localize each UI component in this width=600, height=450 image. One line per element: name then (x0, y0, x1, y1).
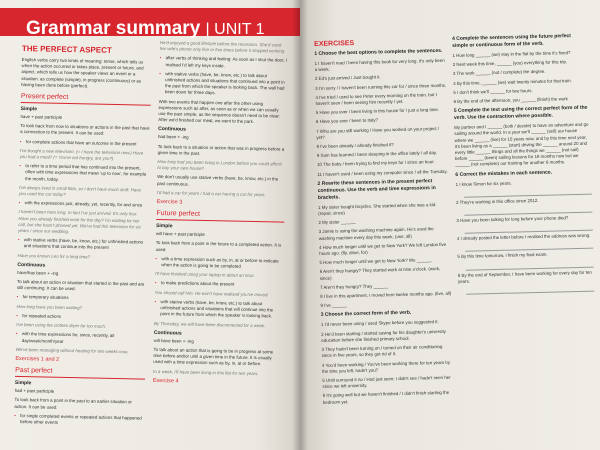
form-text: will have + past participle (155, 231, 205, 238)
right-column-1 (314, 37, 455, 409)
bullet-item: • for single completed events or repeated actions that happened before other events (14, 413, 144, 428)
example-text: How long have you been waiting? (16, 303, 83, 311)
example-text: I'll have finished using your laptop in about an hour. (155, 271, 255, 279)
exercise-item: 4 I already posted the letter before I realised the address was wrong. (456, 232, 591, 242)
right-page (300, 0, 600, 450)
exercise-item: 4 How much longer until we get to New York? We left London five hours ago. (fly, drive, for) (319, 241, 447, 256)
page-title (26, 18, 265, 40)
unit-label: UNIT 1 (214, 21, 265, 38)
exercise-item: 2 They're working in this office since 2012. (456, 197, 539, 205)
exercises-heading: EXERCISES (314, 40, 355, 48)
form-text: will have been + -ing (153, 337, 194, 344)
exercise-item: 5 How much longer until we get to New York? We ______ (319, 257, 432, 266)
bullet-item: • with stative verbs (have, be, know, etc.) for unfinished actions and situations that continue into the present (18, 237, 148, 252)
title-text: Grammar summary (26, 18, 201, 39)
exercise-item: 5 I don't think we'll ______ for two hours. (453, 87, 533, 95)
bullet-item: • for temporary situations (17, 294, 147, 303)
header-banner (0, 8, 300, 39)
question-prompt: 1 Choose the best options to complete the sentences. (314, 47, 443, 57)
subheading-future-perfect: Future perfect (156, 209, 284, 223)
example-text: I've been using the clothes dryer far too much. (16, 322, 107, 329)
exercise-item: 1 How long ______ (we) stay in the flat by the time it's fixed? (452, 50, 571, 58)
question-prompt: 3 Choose the correct form of the verb. (320, 310, 412, 319)
exercise-item: 3 Jamie is using the washing machine again. He's used the washing machine every day this week. (use, all) (318, 226, 434, 241)
exercise-item: 6 By the end of the afternoon, you ______ (finish) the work (453, 96, 568, 104)
label-simple: Simple (156, 223, 173, 230)
exercise-item: 1 I know Simon for six years. (455, 180, 512, 187)
form-text: had been + -ing (157, 134, 189, 141)
bullet-item: • for complete actions that have an outcome in the present (20, 139, 150, 148)
bullet-item: • for repeated actions (16, 313, 146, 322)
example-text: I've always lived in small flats, so I don't have much stuff. Have you used the car today? (18, 184, 142, 197)
form-text: had + past participle (14, 388, 55, 394)
example-text: I've bought a new television. (= I have the television now.) Have you had a meal? (= You're not hungry, are you?) (19, 147, 144, 161)
form-text: have + past participle (20, 114, 63, 120)
exercise-item: 8 I live in this apartment. I moved here twelve months ago. (live, all) (320, 290, 452, 300)
bullet-item: • with a time expression such as by, in, at or before to indicate when the action is going to be completed (155, 256, 283, 271)
exercise-item: 6 It's going well but we haven't finished / I didn't finish starting the bedroom yet. (322, 390, 450, 405)
exercise-item: 8 I've been already / already finished it? (316, 142, 394, 149)
label-simple: Simple (20, 106, 38, 113)
exercise-item: 1 I'd never been using / used Skype before you suggested it. (320, 319, 439, 328)
exercise-item: 3 I'm sorry / I haven't been running this car for / since three months. (315, 82, 447, 91)
bullet-item: • with stative verbs (have, be, know, etc.) to talk about unfinished actions and situations that will continue into the point in the future from which the speaker is looking back. (154, 299, 282, 320)
exercise-item: 4 You'd been working / You've been working there for ten years by the time you left, hadn't you? (321, 359, 451, 374)
exercise-item: 3 Have you been talking for long before your phone died? (456, 215, 569, 223)
example-text: I haven't been here long. In fact I've just arrived. It's only four. Have you already finished work for the day? I'm waiting for her call, but she hasn't phoned yet. We've had this television for six years / since our wedding. (18, 209, 141, 235)
exercise-item: 6 By the end of September, I have been working for every day for ten years. (457, 269, 592, 284)
exercise-item: 5 Have you ever / been living in this house for / just a long time. (315, 107, 440, 116)
rule-text: To look back from a point in the future to a completed action. It is used: (155, 240, 282, 252)
exercise-item: 2 My sister ______ (318, 219, 356, 226)
exercise-item: 7 Aren't they hungry? They ______ (319, 283, 389, 290)
form-text: have/has been + -ing (17, 269, 59, 276)
exercise-item: 6 Have you ever / been to Italy? (315, 117, 379, 125)
question-prompt: 6 Correct the mistakes in each sentence. (455, 169, 553, 178)
bullet-item: • with the expressions just, already, yet, recently, for and since (19, 200, 149, 209)
exercise-item: 10 The baby / been trying to find my keys for / since an hour. (316, 159, 435, 168)
example-text: In a week, I'll have been living in this flat for two years. (153, 368, 259, 376)
question-prompt: 5 Complete the text using the correct perfect form of the verb. Use the contraction where possible. (453, 104, 588, 122)
exercise-item: 9 Sam has learned / been sleeping in the office lately / all day. (316, 150, 438, 159)
bullet-item: • to refer to a time period that has continued into the present, often with time expressions that mean 'up to now', for example the month, today. (19, 163, 149, 184)
example-text: By Thursday, we will have been disconnected for a week. (154, 320, 266, 328)
subheading-past-perfect: Past perfect (15, 366, 145, 380)
example-text: You should call him. He won't have realised you've moved. (154, 289, 269, 298)
answer-line (466, 285, 594, 295)
bullet-item: • after verbs of thinking and feeling: As soon as I shut the door, I realised I'd left my keys inside. (159, 55, 287, 70)
exercise-item: 2 Ed's just arrived / Just bought it. (314, 74, 381, 82)
book-spine-shadow (292, 0, 308, 450)
example-text: We've been managing without heating for two weeks now. (15, 346, 129, 354)
example-text: Have you known Leo for a long time? (17, 252, 91, 260)
subheading-present-perfect: Present perfect (21, 92, 151, 106)
rule-text: To look back from now to situations or actions in the past that have a connection to the present. It can be used: (20, 123, 150, 137)
rule-text: To look back to a situation or action that was in progress before a given time in the past. (157, 143, 285, 156)
exercise-item: 11 I haven't used / been using my computer since / all the Tuesday. (317, 168, 448, 177)
left-column-1 (14, 44, 152, 431)
body-text: With two events that happen one after the other using expressions such as after, as soon as or when we can usually use the past simple, as the sequence doesn't need to be clear: After we'd finished our meal, we went to the park. (158, 98, 281, 125)
bullet-item: • to make predictions about the present (155, 280, 283, 289)
exercise-item: 5 Until surround it no / Had just seen; I didn't see / hadn't seen her since we left university. (322, 374, 451, 390)
exercise-item: 1 I haven't read / been having this book for very long. It's only been a week. (314, 57, 445, 73)
rule-text: To talk about an action or situation that started in the past and are still continuing. It can be used: (16, 279, 145, 292)
right-column-2 (452, 33, 594, 297)
exercise-item: 4 By this time, ______ (we) wait twenty minutes for that train. (453, 77, 572, 86)
exercise-item: 3 They hadn't been turning on / turned on their air conditioning since in five years, so they got rid of it. (321, 344, 443, 359)
question-prompt: 4 Complete the sentences using the future perfect simple or continuous form of the verb. (452, 33, 572, 49)
intro-text: English verbs carry two kinds of meaning: tense, which tells us when the action occurred or takes place, present or future, and aspect, which tells us how the speaker views an event or a situation: as complete (simple), in progress (continuous) or as having been done before (perfect). (21, 56, 144, 89)
title-divider: | (205, 21, 215, 38)
label-simple: Simple (14, 380, 32, 387)
exercise-item: 3 The work ______ (not / complete) the degree. (452, 69, 546, 77)
exercise-item: 9 I've ______ (320, 302, 347, 309)
example-text: I'd had a car for years / had a car having a car for years. (156, 189, 266, 198)
exercise-item: 6 Aren't they hungry? They started work at nine o'clock. (work, since) (319, 266, 441, 281)
bullet-item: • with stative verbs (have, be, know, etc.) to talk about unfinished actions and situations that continued into a point in the past from which the speaker is looking back. The wall had been down for three days. (159, 71, 287, 98)
exercise-link: Exercise 4 (152, 377, 179, 385)
example-text: He'd enjoyed a good lifestyle before the recession. She'd used her wife's phone only five or five times before it stopped working. (159, 40, 286, 54)
exercise-item: 5 By this time tomorrow, I finish my final exam. (457, 252, 548, 260)
rule-text: To look back from a point in the past to an earlier situation or action. It can be used: (14, 397, 132, 410)
left-column-2 (153, 40, 288, 390)
label-continuous: Continuous (158, 126, 186, 133)
exercise-item: 2 He'd been starting / started saving for his daughter's university education before she finished primary school. (321, 328, 446, 343)
example-text: How long had you been living in London before you could afford to buy your own house? (157, 159, 282, 172)
exercise-item: 2 Next week this time, ______ (you) everything for this trip. (452, 59, 568, 68)
section-heading: THE PERFECT ASPECT (21, 44, 112, 55)
exercise-item: 4 I've tried / used to see Peter every morning on the train, but I haven't seen / been seeing him recently / yet. (315, 91, 437, 106)
exercise-item: 7 Who are you still working / Have you worked on your project / yet? (316, 125, 440, 140)
exercise-link: Exercise 3 (156, 199, 183, 206)
exercise-link: Exercises 1 and 2 (15, 355, 60, 363)
body-text: We don't usually use stative verbs (have, be, know, etc.) in the past continuous. (156, 174, 279, 187)
exercise-text: My partner and I ______ (both / decide) to have an adventure and go sailing around the world. In a year we'll ______ (sell) our house where we ______ (live) for 15 years now, and by this time next year, it's been living as a ______ (start) driving the ______ around 20 and every little ______ things and all the things we ______ (not sail) before ______ (been) sailing lessons for 18 months now but we ______ (not complete) our training for another 6 months. (454, 121, 589, 168)
exercise-item: 1 My sister bought bicycles. She started when she was a kid. (repair, since) (318, 201, 437, 216)
bullet-item: • with the time expressions for, since, recently, all day/week/month/year (16, 331, 146, 346)
label-continuous: Continuous (153, 329, 182, 337)
rule-text: To talk about an action that is going to be in progress at some time before and/or until a given time in the future. It is usually used with a time expression such as by, in, at or before. (153, 346, 274, 367)
label-continuous: Continuous (17, 261, 46, 269)
question-prompt: 2 Rewrite these sentences in the present perfect continuous. Use the verb and time expressions in brackets. (317, 177, 436, 201)
